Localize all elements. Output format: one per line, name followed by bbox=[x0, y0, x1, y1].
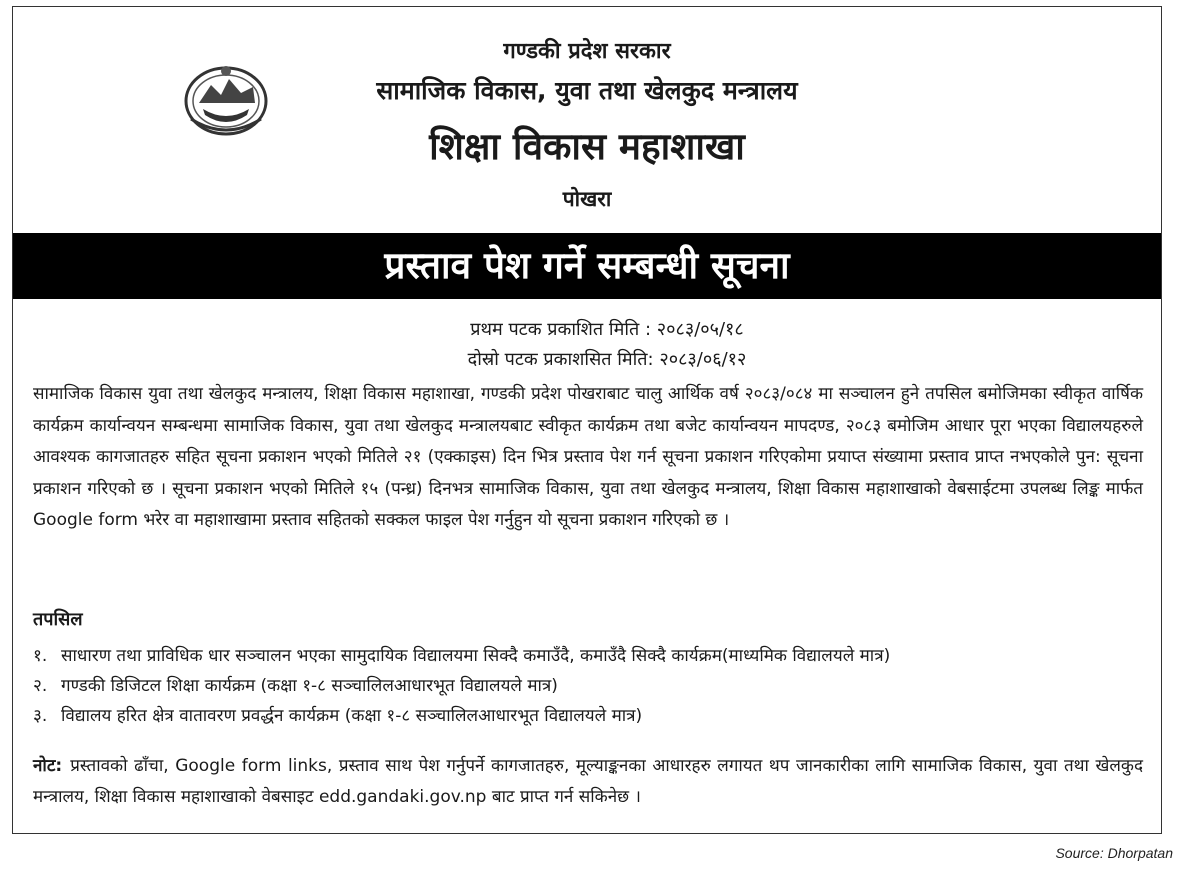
govt-name: गण्डकी प्रदेश सरकार bbox=[503, 39, 671, 64]
schedule-list bbox=[33, 641, 1143, 731]
division-name: शिक्षा विकास महाशाखा bbox=[429, 125, 745, 168]
item-text: गण्डकी डिजिटल शिक्षा कार्यक्रम (कक्षा १-८ सञ्चालिलआधारभूत विद्यालयले मात्र) bbox=[61, 676, 558, 696]
second-publish-date: दोस्रो पटक प्रकाशसित मिति: २०८३/०६/१२ bbox=[467, 349, 747, 370]
source-credit: Source: Dhorpatan bbox=[1055, 845, 1173, 861]
note-label: नोट: bbox=[33, 756, 63, 776]
ministry-name: सामाजिक विकास, युवा तथा खेलकुद मन्त्रालय bbox=[376, 76, 798, 105]
notice-header bbox=[13, 7, 1161, 231]
note-text: प्रस्तावको ढाँचा, Google form links, प्रस्ताव साथ पेश गर्नुपर्ने कागजातहरु, मूल्याङ्कनका आधारहरु लगायत थप जानकारीका लागि सामाजिक विकास, युवा तथा खेलकुद मन्त्रालय, शिक्षा विकास महाशाखाको वेबसाइट edd.gandaki.gov.np बाट प्राप्त गर्न सकिनेछ । bbox=[33, 756, 1143, 807]
list-item bbox=[33, 671, 1143, 701]
item-number: २. bbox=[33, 676, 48, 696]
note-section bbox=[33, 751, 1143, 813]
notice-frame bbox=[12, 6, 1162, 834]
list-item bbox=[33, 701, 1143, 731]
item-number: ३. bbox=[33, 706, 48, 726]
item-text: साधारण तथा प्राविधिक धार सञ्चालन भएका सामुदायिक विद्यालयमा सिक्दै कमाउँदै, कमाउँदै सिक्दै कार्यक्रम(माध्यमिक विद्यालयले मात्र) bbox=[61, 646, 891, 666]
list-item bbox=[33, 641, 1143, 671]
item-text: विद्यालय हरित क्षेत्र वातावरण प्रवर्द्धन कार्यक्रम (कक्षा १-८ सञ्चालिलआधारभूत विद्यालयले मात्र) bbox=[61, 706, 643, 726]
location-name: पोखरा bbox=[562, 187, 612, 211]
notice-body: सामाजिक विकास युवा तथा खेलकुद मन्त्रालय, शिक्षा विकास महाशाखा, गण्डकी प्रदेश पोखराबाट चालु आर्थिक वर्ष २०८३/०८४ मा सञ्चालन हुने तपसिल बमोजिमका स्वीकृत वार्षिक कार्यक्रम कार्यान्वयन सम्बन्धमा सामाजिक विकास, युवा तथा खेलकुद मन्त्रालयबाट स्वीकृत कार्यक्रम तथा बजेट कार्यान्वयन मापदण्ड, २०८३ बमोजिम आधार पूरा भएका विद्यालयहरुले आवश्यक कागजातहरु सहित सूचना प्रकाशन भएको मितिले २१ (एक्काइस) दिन भित्र प्रस्ताव पेश गर्न सूचना प्रकाशन गरिएकोमा प्रयाप्त संख्यामा प्रस्ताव प्राप्त नभएकोले पुन: सूचना प्रकाशन गरिएको छ । सूचना प्रकाशन भएको मितिले १५ (पन्ध्र) दिनभत्र सामाजिक विकास, युवा तथा खेलकुद मन्त्रालय, शिक्षा विकास महाशाखाको वेबसाईटमा उपलब्ध लिङ्क मार्फत Google form भरेर वा महाशाखामा प्रस्ताव सहितको सक्कल फाइल पेश गर्नुहुन यो सूचना प्रकाशन गरिएको छ । bbox=[33, 384, 1143, 530]
notice-title-banner: प्रस्ताव पेश गर्ने सम्बन्धी सूचना bbox=[13, 233, 1161, 299]
item-number: १. bbox=[33, 646, 48, 666]
schedule-heading: तपसिल bbox=[33, 609, 83, 630]
first-publish-date: प्रथम पटक प्रकाशित मिति : २०८३/०५/१८ bbox=[470, 319, 744, 340]
